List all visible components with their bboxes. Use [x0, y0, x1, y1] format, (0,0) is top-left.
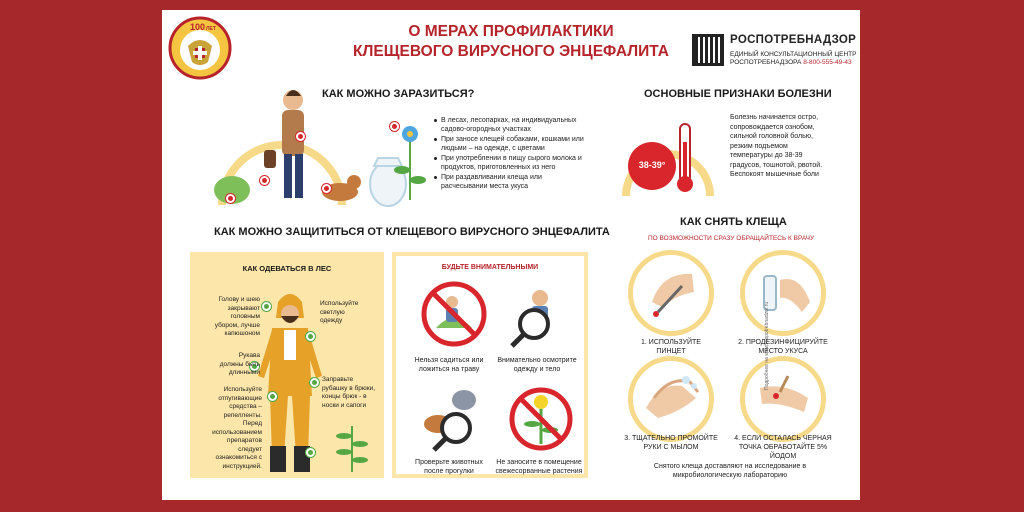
tuck-tip: Заправьте рубашку в брюки, концы брюк - в носки и сапоги — [322, 376, 375, 409]
thermometer-illustration — [622, 118, 722, 200]
pet-check-caption: Проверьте животных после прогулки — [415, 459, 483, 475]
risk-marker-icon — [390, 122, 399, 131]
step-1-caption: 1. ИСПОЛЬЗУЙТЕ ПИНЦЕТ — [641, 339, 701, 355]
remove-subheading: ПО ВОЗМОЖНОСТИ СРАЗУ ОБРАЩАЙТЕСЬ К ВРАЧУ — [648, 235, 815, 242]
inspect-caption: Внимательно осмотрите одежду и тело — [497, 357, 577, 373]
infection-heading: КАК МОЖНО ЗАРАЗИТЬСЯ? — [322, 88, 475, 100]
temperature-label: 38-39° — [638, 160, 666, 170]
tweezers-icon — [642, 262, 702, 322]
consult-center-line-2 — [730, 59, 856, 67]
qr-code-icon — [692, 34, 724, 66]
title-line-2: КЛЕЩЕВОГО ВИРУСНОГО ЭНЦЕФАЛИТА — [353, 43, 669, 60]
emblem-number: 100 — [190, 22, 206, 32]
title-line-1: О МЕРАХ ПРОФИЛАКТИКИ — [408, 23, 614, 40]
grass-icon — [330, 422, 374, 472]
symptoms-heading: ОСНОВНЫЕ ПРИЗНАКИ БОЛЕЗНИ — [644, 88, 832, 100]
infection-list — [434, 116, 584, 192]
risk-marker-icon — [226, 194, 235, 203]
protect-heading: КАК МОЖНО ЗАЩИТИТЬСЯ ОТ КЛЕЩЕВОГО ВИРУСНОГО ЭНЦЕФАЛИТА — [214, 226, 610, 238]
remove-heading: КАК СНЯТЬ КЛЕЩА — [680, 216, 787, 228]
step-4-caption: 4. ЕСЛИ ОСТАЛАСЬ ЧЕРНАЯ ТОЧКА ОБРАБОТАЙТЕ 5% ЙОДОМ — [734, 435, 832, 460]
poster — [162, 10, 860, 500]
risk-marker-icon — [296, 132, 305, 141]
risk-marker-icon — [322, 184, 331, 193]
dress-heading: КАК ОДЕВАТЬСЯ В ЛЕС — [242, 264, 332, 273]
sleeves-tip: Рукава должны быть длинными — [219, 352, 260, 376]
pet-check-icon — [414, 384, 490, 452]
list-item: При употреблении в пищу сырого молока и продуктов, приготовленных из него — [434, 154, 584, 172]
flower-illustration — [390, 120, 430, 204]
clothes-tip: Используйте светлую одежду — [320, 300, 359, 324]
list-item: В лесах, лесопарках, на индивидуальных садово-огородных участках — [434, 116, 584, 134]
tip-marker-icon — [262, 302, 271, 311]
no-plants-caption: Не заносите в помещение свежесорванные растения — [495, 459, 583, 475]
inspect-icon — [506, 278, 576, 350]
step-2-caption: 2. ПРОДЕЗИНФИЦИРУЙТЕ МЕСТО УКУСА — [738, 339, 828, 355]
org-name: РОСПОТРЕБНАДЗОР — [730, 34, 857, 46]
repellent-tip: Используйте отпугивающие средства – репелленты. Перед использованием препаратов следует ознакомиться с инструкцией. — [212, 386, 262, 470]
no-plants-icon — [506, 384, 576, 454]
tip-marker-icon — [306, 332, 315, 341]
consult-center-name: РОСПОТРЕБНАДЗОРА — [730, 59, 802, 66]
no-sitting-icon — [418, 278, 490, 350]
wash-hands-icon — [640, 368, 704, 428]
remove-footer: Снятого клеща доставляют на исследование в микробиологическую лабораторию — [653, 463, 807, 479]
iodine-icon — [754, 368, 814, 428]
list-item: При заносе клещей собаками, кошками или людьми – на одежде, с цветами — [434, 135, 584, 153]
symptoms-text: Болезнь начинается остро, сопровождается ознобом, сильной головной болью, резким подъемом температуры до 38-39 градусов, тошнотой, рвотой. Беспокоят мышечные боли — [730, 114, 823, 178]
attention-panel — [392, 252, 588, 478]
tip-marker-icon — [306, 448, 315, 457]
emblem-word: ЛЕТ — [206, 26, 216, 32]
risk-marker-icon — [260, 176, 269, 185]
attention-heading: БУДЬТЕ ВНИМАТЕЛЬНЫМИ — [441, 264, 539, 271]
head-tip: Голову и шею закрывают головным убором, лучше капюшоном — [214, 296, 260, 337]
side-note: Подробнее на www.rospotrebnadzor.ru — [764, 301, 770, 390]
tip-marker-icon — [310, 378, 319, 387]
step-3-caption: 3. ТЩАТЕЛЬНО ПРОМОЙТЕ РУКИ С МЫЛОМ — [624, 435, 718, 451]
hotline-phone: 8-800-555-49-43 — [803, 59, 852, 66]
consult-center-line-1: ЕДИНЫЙ КОНСУЛЬТАЦИОННЫЙ ЦЕНТР — [730, 51, 857, 58]
dress-panel — [190, 252, 384, 478]
tip-marker-icon — [268, 392, 277, 401]
consult-center — [730, 51, 856, 67]
no-sitting-caption: Нельзя садиться или ложиться на траву — [414, 357, 484, 373]
list-item: При раздавливании клеща или расчесывании места укуса — [434, 173, 584, 191]
